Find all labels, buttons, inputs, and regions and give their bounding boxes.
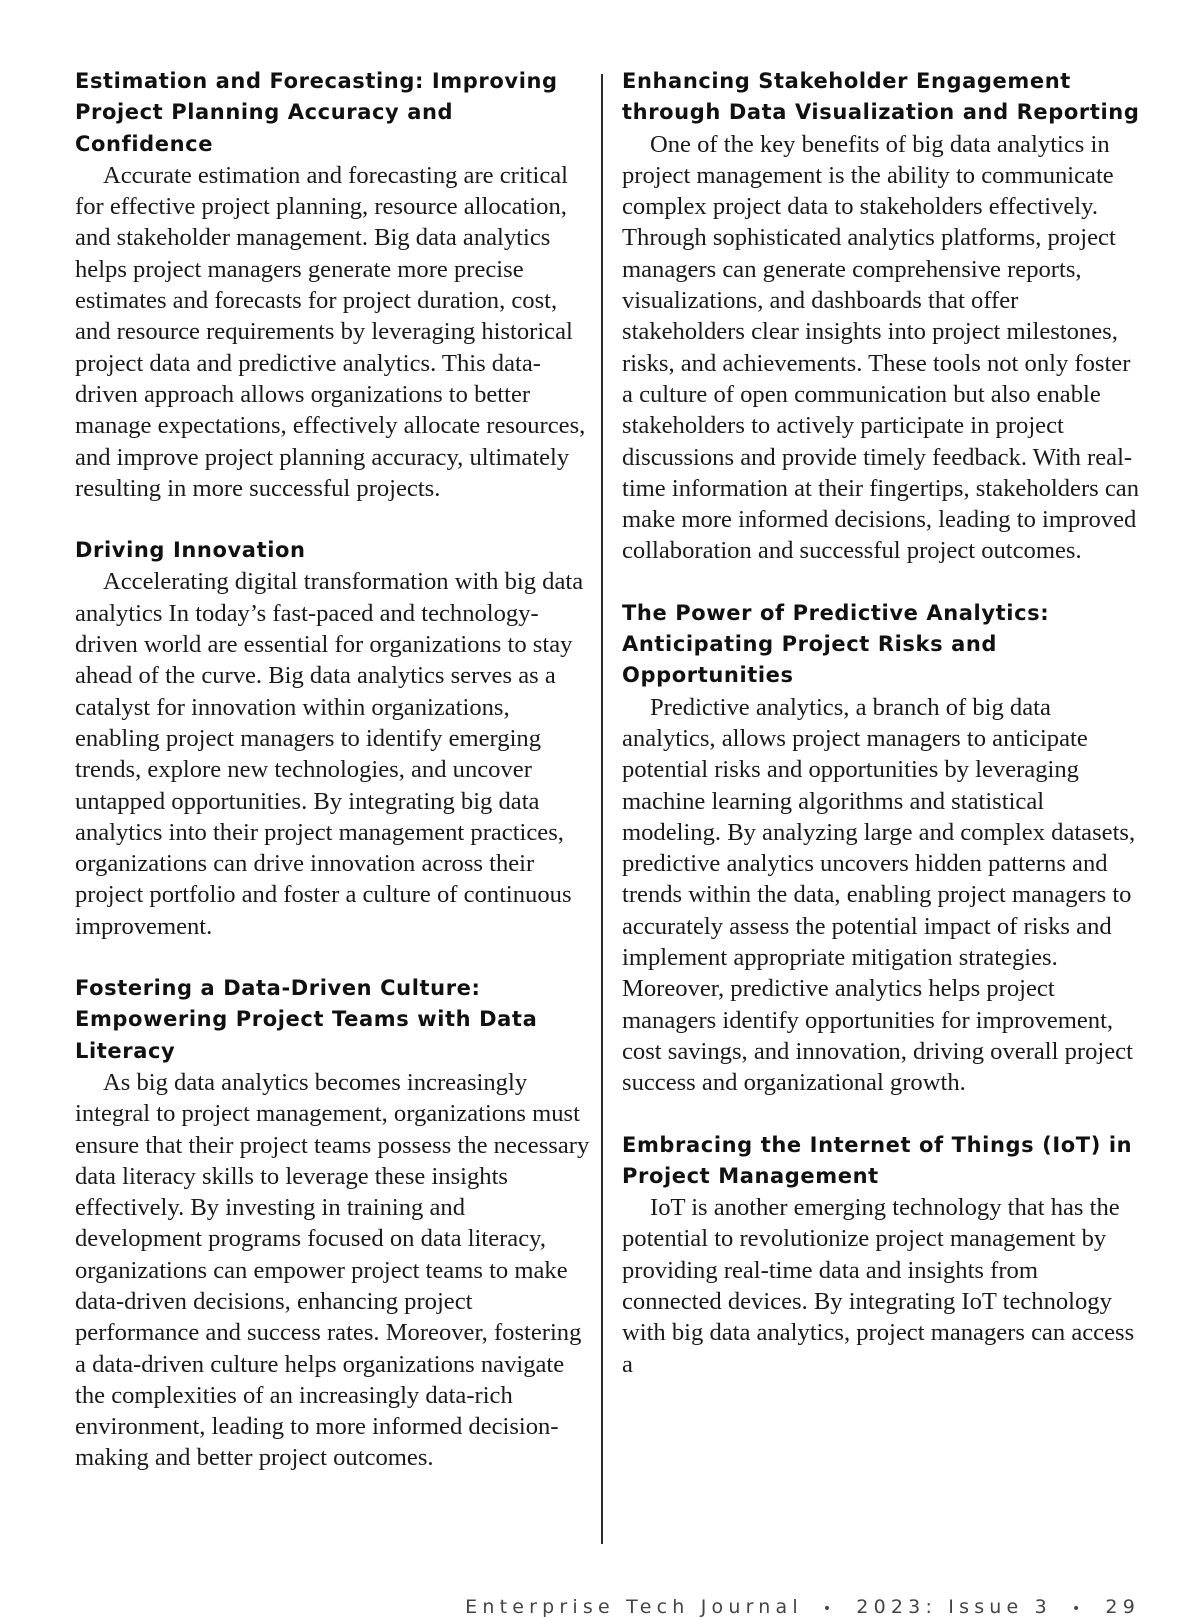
section-heading: Driving Innovation — [75, 538, 306, 563]
section-heading: Enhancing Stakeholder Engagement through Data Visualization and Reporting — [622, 69, 1140, 125]
section-body: Predictive analytics, a branch of big data analytics, allows project managers to anticipate potential risks and opportunities by leveraging machine learning algorithms and statistical modeling. By analyzing large and complex datasets, predictive analytics uncovers hidden patterns and trends within the data, enabling project managers to accurately assess the potential impact of risks and implement appropriate mitigation strategies. Moreover, predictive analytics helps project managers identify opportunities for improvement, cost savings, and innovation, driving overall project success and organizational growth. — [622, 693, 1136, 1097]
section-heading: Embracing the Internet of Things (IoT) in Project Management — [622, 1132, 1133, 1188]
section-body: As big data analytics becomes increasingly integral to project management, organizations must ensure that their project teams possess the necessary data literacy skills to leverage these insights effectively. By investing in training and development programs focused on data literacy, organizations can empower project teams to make data-driven decisions, enhancing project performance and success rates. Moreover, fostering a data-driven culture helps organizations navigate the complexities of an increasingly data-rich environment, leading to more informed decision-making and better project outcomes. — [75, 1068, 590, 1472]
column-divider — [601, 74, 603, 1544]
left-column — [75, 66, 595, 1505]
section-data-driven-culture — [75, 973, 595, 1474]
section-body: Accelerating digital transformation with big data analytics In today’s fast-paced and technology-driven world are essential for organizations to stay ahead of the curve. Big data analytics serves as a catalyst for innovation within organizations, enabling project managers to identify emerging trends, explore new technologies, and uncover untapped opportunities. By integrating big data analytics into their project management practices, organizations can drive innovation across their project portfolio and foster a culture of continuous improvement. — [75, 568, 584, 940]
section-heading: Estimation and Forecasting: Improving Project Planning Accuracy and Confidence — [75, 69, 558, 156]
footer-page-number: 29 — [1105, 1596, 1140, 1618]
section-stakeholder-engagement — [622, 66, 1142, 567]
footer-separator: • — [1071, 1601, 1086, 1617]
footer-issue: 2023: Issue 3 — [856, 1596, 1052, 1618]
section-driving-innovation — [75, 535, 595, 942]
section-body: Accurate estimation and forecasting are critical for effective project planning, resource allocation, and stakeholder management. Big data analytics helps project managers generate more precise estimates and forecasts for project duration, cost, and resource requirements by leveraging historical project data and predictive analytics. This data-driven approach allows organizations to better manage expectations, effectively allocate resources, and improve project planning accuracy, ultimately resulting in more successful projects. — [75, 161, 586, 502]
section-iot — [622, 1130, 1142, 1380]
footer-publication: Enterprise Tech Journal — [465, 1596, 803, 1618]
section-body: One of the key benefits of big data analytics in project management is the ability to communicate complex project data to stakeholders effectively. Through sophisticated analytics platforms, project managers can generate comprehensive reports, visualizations, and dashboards that offer stakeholders clear insights into project milestones, risks, and achievements. These tools not only foster a culture of open communication but also enable stakeholders to actively participate in project discussions and provide timely feedback. With real-time information at their fingertips, stakeholders can make more informed decisions, leading to improved collaboration and successful project outcomes. — [622, 130, 1139, 565]
section-predictive-analytics — [622, 598, 1142, 1099]
section-estimation-forecasting — [75, 66, 595, 504]
section-heading: The Power of Predictive Analytics: Anticipating Project Risks and Opportunities — [622, 600, 1050, 688]
page-footer — [465, 1596, 1140, 1618]
right-column — [622, 66, 1142, 1411]
footer-separator: • — [822, 1601, 837, 1617]
section-body: IoT is another emerging technology that has the potential to revolutionize project management by providing real-time data and insights from connected devices. By integrating IoT technology with big data analytics, project managers can access a — [622, 1194, 1135, 1378]
section-heading: Fostering a Data-Driven Culture: Empowering Project Teams with Data Literacy — [75, 976, 538, 1063]
